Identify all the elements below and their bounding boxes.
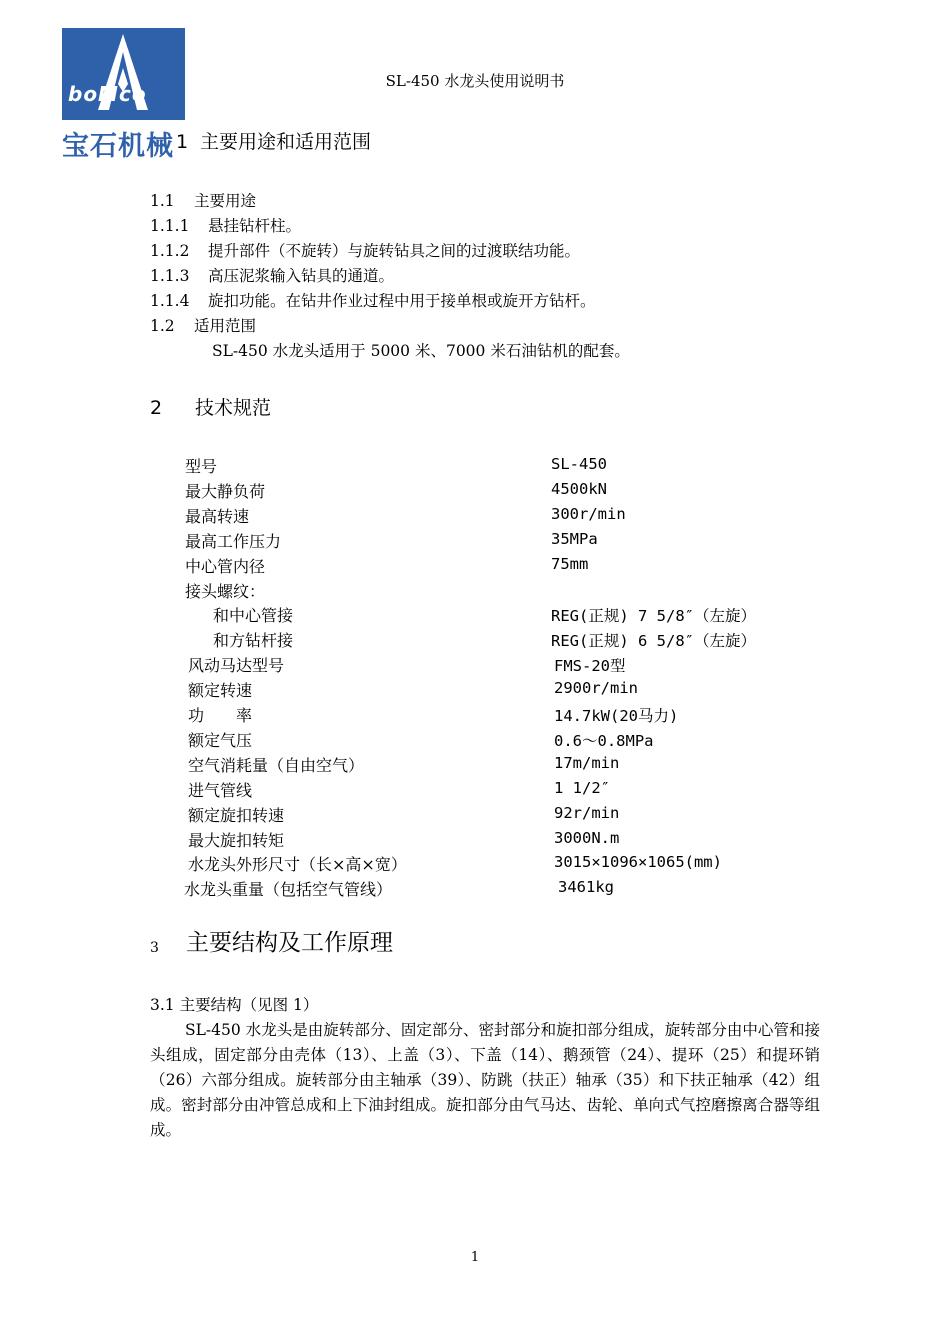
spec-label: 水龙头外形尺寸（长×高×宽） [188,855,407,874]
spec-value: 0.6～0.8MPa [554,732,654,750]
spec-label: 水龙头重量（包括空气管线） [184,880,393,899]
spec-value: 35MPa [551,530,598,548]
spec-label: 额定气压 [188,731,253,750]
section-title: 技术规范 [195,397,272,419]
spec-label: 进气管线 [188,781,253,800]
section-1-heading [176,127,371,154]
spec-label: 和中心管接 [213,606,294,625]
spec-label: 功 率 [188,706,253,725]
spec-label: 接头螺纹： [185,582,266,601]
section-number: 1 [176,131,189,153]
spec-label: 和方钻杆接 [213,631,294,650]
spec-value: 3015×1096×1065(mm) [554,853,722,871]
spec-label: 型号 [185,457,218,476]
spec-value: 4500kN [551,480,607,498]
spec-value: 300r/min [551,505,626,523]
spec-value: 75mm [551,555,589,573]
spec-label: 中心管内径 [185,557,266,576]
spec-value: 17m/min [554,754,620,772]
company-logo [62,28,186,162]
spec-label: 额定转速 [188,681,253,700]
spec-value: 14.7kW(20马力) [554,707,679,725]
scope-text: SL-450 水龙头适用于 5000 米、7000 米石油钻机的配套。 [212,342,630,360]
spec-value: REG(正规) 6 5/8″（左旋） [551,632,756,650]
logo-chinese-name: 宝石机械 [62,131,174,162]
spec-label: 最高工作压力 [185,532,282,551]
logo-wordmark: boMco [68,82,147,106]
spec-label: 空气消耗量（自由空气） [188,756,365,775]
spec-value: 2900r/min [554,679,638,697]
spec-value: 3000N.m [554,829,620,847]
spec-value: 3461kg [558,878,614,896]
list-item: 1.2 适用范围 [150,317,257,335]
spec-label: 最大旋扣转矩 [188,831,285,850]
spec-value: 1 1/2″ [554,779,610,797]
section-title: 主要结构及工作原理 [186,930,393,956]
structure-paragraph: SL-450 水龙头是由旋转部分、固定部分、密封部分和旋扣部分组成，旋转部分由中心管和接头组成，固定部分由壳体（13）、上盖（3）、下盖（14）、鹅颈管（24）、提环（25）和提环销（26）六部分组成。旋转部分由主轴承（39）、防跳（扶正）轴承（35）和下扶正轴承（42）组成。密封部分由冲管总成和上下油封组成。旋扣部分由气马达、齿轮、单向式气控磨擦离合器等组成。 [150,1021,820,1139]
section-2-heading [150,393,271,420]
list-item: 1.1.2 提升部件（不旋转）与旋转钻具之间的过渡联结功能。 [150,242,581,260]
section-number: 2 [150,397,163,419]
spec-value: 92r/min [554,804,620,822]
spec-label: 最高转速 [185,507,250,526]
list-item: 1.1.4 旋扣功能。在钻井作业过程中用于接单根或旋开方钻杆。 [150,292,596,310]
subsection-title: 3.1 主要结构（见图 1） [150,996,319,1014]
document-header-title: SL-450 水龙头使用说明书 [385,72,565,90]
section-title: 主要用途和适用范围 [200,131,372,153]
spec-label: 风动马达型号 [188,656,285,675]
list-item: 1.1.3 高压泥浆输入钻具的通道。 [150,267,395,285]
spec-value: SL-450 [551,455,607,473]
spec-value: REG(正规) 7 5/8″（左旋） [551,607,756,625]
section-number: 3 [150,940,159,956]
spec-label: 额定旋扣转速 [188,806,285,825]
page-number: 1 [470,1250,480,1265]
spec-value: FMS-20型 [554,657,626,675]
list-item: 1.1.1 悬挂钻杆柱。 [150,217,302,235]
spec-label: 最大静负荷 [185,482,266,501]
list-item: 1.1 主要用途 [150,192,257,210]
